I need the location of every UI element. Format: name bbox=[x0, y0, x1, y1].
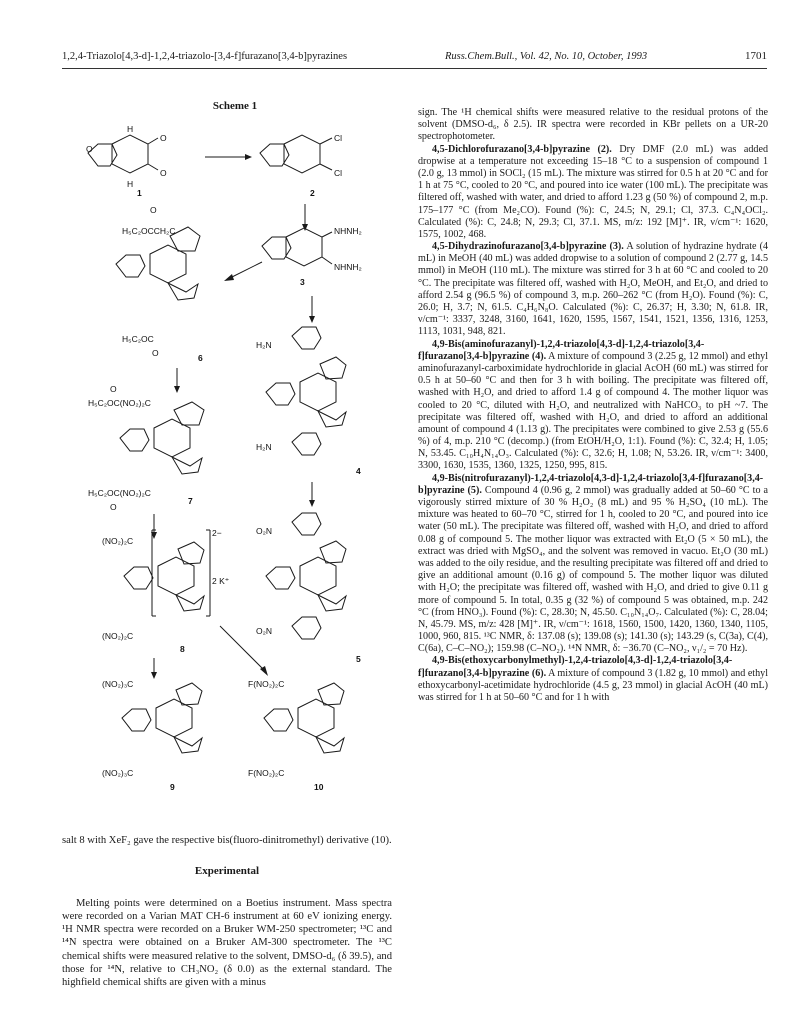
paragraph-compound-2 bbox=[418, 144, 768, 242]
c7-sub-bottom: H₅C₂OC(NO₂)₂C bbox=[88, 488, 151, 498]
c8-sub-bottom: (NO₂)₂C bbox=[102, 631, 134, 641]
label-2: 2 bbox=[310, 188, 315, 198]
c3-nhnh2-2: NHNH₂ bbox=[334, 262, 362, 272]
compound-3-text: A solution of hydrazine hydrate (4 mL) in MeOH (40 mL) was added dropwise to a solution of compound 2 (2.77 g, 14.5 mmol) in MeOH (110 mL). The mixture was stirred for 3 h at 60 °C and cooled to 20 °C. The precipitate was filtered off, washed with H₂O, MeOH, and Et₂O, and dried to afford 2.54 g (96.5 %) of compound 3, m.p. 260–262 °C (from H₂O). Found (%): C, 26.0; H, 3.7; N, 61.5. C₄H₆N₈O. Calculated (%): C, 26.37; H, 3.30; N, 61.8. IR, ν/cm⁻¹: 3337, 3248, 3160, 1641, 1620, 1595, 1567, 1541, 1521, 1356, 1316, 1253, 1113, 1031, 948, 821. bbox=[418, 241, 768, 338]
compound-2-text: Dry DMF (2.0 mL) was added dropwise at a temperature not exceeding 15–18 °C to a suspension of compound 1 (2.0 g, 13 mmol) in SOCl₂ (15 mL). The mixture was stirred for 0.5 h at 20 °C and for 1 h at 75 °C, cooled to 20 °C, and poured into ice water (100 mL). The precipitate was filtered off, washed with water, and dried to afford 1.23 g (50 %) of compound 2, m.p. 175–177 °C (from Me₂CO). Found (%): C, 24.5; N, 29.1; Cl, 37.3. C₄N₄OCl₂. Calculated (%): C, 24.8; N, 29.3; Cl, 37.1. MS, m/z: 192 [M]⁺. IR, ν/cm⁻¹: 1620, 1575, 1002, 468. bbox=[418, 143, 769, 240]
c6-o-bottom: O bbox=[152, 348, 159, 358]
c1-h2: H bbox=[127, 179, 134, 189]
c8-sub-top: (NO₂)₂C bbox=[102, 536, 134, 546]
header-title: 1,2,4-Triazolo[4,3-d]-1,2,4-triazolo-[3,4-f]furazano[3,4-b]pyrazines bbox=[62, 51, 348, 62]
compound-3-structure bbox=[262, 228, 332, 266]
arrow-3-6 bbox=[230, 262, 262, 278]
label-3: 3 bbox=[300, 277, 305, 287]
compound-8-structure bbox=[124, 542, 204, 611]
running-header bbox=[62, 50, 767, 68]
compound-2-title: 4,5-Dichlorofurazano[3,4-b]pyrazine (2). bbox=[432, 143, 612, 155]
paragraph-nmr: sign. The ¹H chemical shifts were measured relative to the residual protons of the solvent (DMSO-d₆, δ 2.5). IR spectra were recorded in KBr pellets on a UR-20 spectrophotometer. bbox=[418, 107, 768, 143]
compound-9-structure bbox=[122, 683, 202, 753]
label-4: 4 bbox=[356, 466, 361, 476]
c9-sub-top: (NO₂)₃C bbox=[102, 679, 134, 689]
label-5: 5 bbox=[356, 654, 361, 664]
compound-5-text: Compound 4 (0.96 g, 2 mmol) was gradually added at 50–60 °C to a vigorously stirred mixture of 30 % H₂O₂ (8 mL) and 95 % H₂SO₄ (10 mL). The mixture was heated to 60–70 °C, stirred for 1 h, cooled to 20 °C, and poured into ice water (50 mL). The precipitate was filtered off, washed with H₂O, and dried to afford 0.08 g of compound 5. The mother liquor was extracted with Et₂O (5 × 50 mL), the extract was dried with MgSO₄, and the solvent was removed in vacuo. Et₂O (30 mL) was added to the oily residue, and the resulting precipitate was filtered off and dried to give an additional amount (0.16 g) of compound 5. The mother liquor was diluted with H₂O; the precipitate was filtered off, washed with H₂O, and dried to give 0.11 g more of compound 5. In total, 0.35 g (32 %) of compound 5 was obtained, m.p. 242 °C (from HNO₃). Found (%): C, 28.30; N, 45.50. C₁₀N₁₄O₇. Calculated (%): C, 28.04; N, 45.79. MS, m/z: 428 [M]⁺. IR, ν/cm⁻¹: 1618, 1560, 1500, 1420, 1360, 1340, 1105, 1000, 960, 815. ¹³C NMR, δ: 137.08 (s); 139.08 (s); 141.30 (s); 143.29 (s, C(3a), C(4), C(6a), C–C–NO₂); 159.98 (C–NO₂). ¹⁴N NMR, δ: −36.70 (C–NO₂, ν₁/₂ = 70 Hz). bbox=[418, 484, 768, 655]
c8-charge: 2− bbox=[212, 528, 222, 538]
label-1: 1 bbox=[137, 188, 142, 198]
c4-nh2-bottom: H₂N bbox=[256, 442, 272, 452]
c2-cl2: Cl bbox=[334, 168, 343, 178]
scheme-continuation: salt 8 with XeF₂ gave the respective bis(fluoro-dinitromethyl) derivative (10). bbox=[62, 835, 392, 846]
c5-no2-top: O₂N bbox=[256, 526, 273, 536]
c1-o: O bbox=[86, 144, 93, 154]
c10-sub-bottom: F(NO₂)₂C bbox=[248, 768, 285, 778]
paragraph-compound-5 bbox=[418, 473, 768, 656]
c3-nhnh2-1: NHNH₂ bbox=[334, 226, 362, 236]
left-column-text bbox=[62, 834, 392, 990]
compound-6-text: A mixture of compound 3 (1.82 g, 10 mmol) and ethyl ethoxycarbonyl-acetimidate hydrochloride (4.5 g, 23 mmol) in glacial AcOH (40 mL) was stirred for 1 h at 50–60 °C and for 1 h with bbox=[418, 667, 768, 703]
experimental-intro: Melting points were determined on a Boetius instrument. Mass spectra were recorded on a Varian MAT CH-6 instrument at 60 eV ionizing energy. ¹H NMR spectra were recorded on a Bruker WM-250 spectrometer; ¹³C and ¹⁴N spectra were obtained on a Bruker AM-300 spectrometer. The ¹³C chemical shifts were measured relative to the solvent, DMSO-d₆ (δ 39.5), and those for ¹⁴N, relative to CH₃NO₂ (δ 0.0) as the external standard. The highfield chemical shifts are given with a minus bbox=[62, 897, 392, 989]
scheme-title: Scheme 1 bbox=[212, 100, 258, 112]
c5-no2-bottom: O₂N bbox=[256, 626, 273, 636]
c2-cl1: Cl bbox=[334, 133, 343, 143]
compound-4-structure bbox=[266, 327, 346, 455]
c7-o-top: O bbox=[110, 384, 117, 394]
c4-nh2-top: H₂N bbox=[256, 340, 272, 350]
label-7: 7 bbox=[188, 496, 193, 506]
compound-7-structure bbox=[120, 402, 204, 474]
header-rule bbox=[62, 68, 767, 69]
c9-sub-bottom: (NO₂)₃C bbox=[102, 768, 134, 778]
c6-o-top: O bbox=[150, 205, 157, 215]
c6-sub-bottom: H₅C₂OC bbox=[122, 334, 154, 344]
compound-6-structure bbox=[116, 227, 200, 300]
compound-10-structure bbox=[264, 683, 344, 753]
compound-4-title: 4,9-Bis(aminofurazanyl)-1,2,4-triazolo[4,3-d]-1,2,4-triazolo[3,4-f]furazano[3,4-b]pyrazine (4). bbox=[418, 338, 705, 362]
paragraph-compound-4 bbox=[418, 339, 768, 473]
compound-1-structure bbox=[88, 135, 158, 173]
page-number: 1701 bbox=[745, 50, 767, 62]
compound-2-structure bbox=[260, 135, 332, 173]
c8-counterion: 2 K⁺ bbox=[212, 576, 230, 586]
c1-h1: H bbox=[127, 124, 134, 134]
label-10: 10 bbox=[314, 782, 324, 792]
compound-3-title: 4,5-Dihydrazinofurazano[3,4-b]pyrazine (3). bbox=[432, 241, 624, 253]
header-journal: Russ.Chem.Bull., Vol. 42, No. 10, October, 1993 bbox=[444, 51, 648, 62]
compound-5-title: 4,9-Bis(nitrofurazanyl)-1,2,4-triazolo[4,3-d]-1,2,4-triazolo[3,4-f]furazano[3,4-b]pyrazine (5). bbox=[418, 472, 764, 496]
compound-4-text: A mixture of compound 3 (2.25 g, 12 mmol) and ethyl aminofurazanyl-carboximidate hydrochloride in glacial AcOH (60 mL) was stirred for 0.5 h at 50–60 °C and then for 3 h with boiling. The precipitate was filtered off, washed with H₂O, and dried to afford 1.4 g of compound 4. The mother liquor was cooled to 20 °C, diluted with H₂O, and neutralized with NaHCO₃ to pH ~7. The precipitate was filtered off, washed with H₂O, and dried to afford an additional amount of compound 4 (1.13 g). The precipitates were combined to give 2.53 g (55.6 %) of 4, m.p. 210 °C (decomp.) (from EtOH/H₂O, 1:1). Found (%): C, 32.4; H, 1.05; N, 53.45. C₁₀H₄N₁₄O₃. Calculated (%): C, 32.6; H, 1.08; N, 53.26. IR, ν/cm⁻¹: 3400, 3300, 1630, 1535, 1360, 1325, 1250, 995, 815. bbox=[418, 350, 768, 472]
experimental-heading: Experimental bbox=[194, 865, 260, 878]
label-9: 9 bbox=[170, 782, 175, 792]
label-6: 6 bbox=[198, 353, 203, 363]
c6-sub-top: H₅C₂OCCH₂C bbox=[122, 226, 176, 236]
c7-o-bottom: O bbox=[110, 502, 117, 512]
paragraph-compound-6 bbox=[418, 655, 768, 704]
paragraph-compound-3 bbox=[418, 241, 768, 339]
compound-5-structure bbox=[266, 513, 346, 639]
right-column-text bbox=[418, 107, 768, 704]
c1-o2: O bbox=[160, 133, 167, 143]
label-8: 8 bbox=[180, 644, 185, 654]
c10-sub-top: F(NO₂)₂C bbox=[248, 679, 285, 689]
c1-o3: O bbox=[160, 168, 167, 178]
compound-6-title: 4,9-Bis(ethoxycarbonylmethyl)-1,2,4-triazolo[4,3-d]-1,2,4-triazolo[3,4-f]furazano[3,4-b]pyrazine (6). bbox=[418, 655, 733, 679]
reaction-scheme bbox=[60, 86, 410, 816]
c7-sub-top: H₅C₂OC(NO₂)₂C bbox=[88, 398, 151, 408]
scheme-drawing bbox=[60, 86, 410, 816]
